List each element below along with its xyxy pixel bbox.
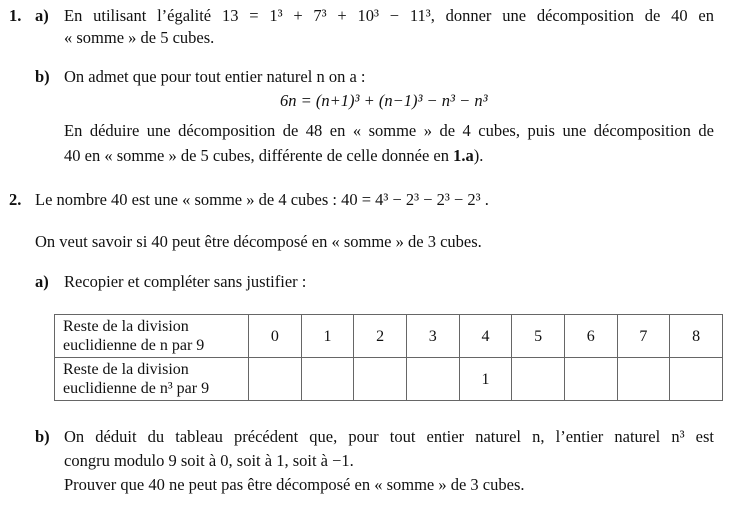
q2-intro xyxy=(35,190,489,210)
q1a-line1 xyxy=(64,6,714,26)
text: En utilisant l’égalité xyxy=(64,6,212,25)
row-header xyxy=(55,315,249,358)
q2a-text: Recopier et compléter sans justifier : xyxy=(64,272,307,291)
table-cell xyxy=(249,358,302,401)
reference: 1.a xyxy=(453,146,474,165)
q2-question: On veut savoir si 40 peut être décomposé en « somme » de 3 cubes. xyxy=(35,232,482,251)
text: 40 en « somme » de 5 cubes, différente de celle donnée en xyxy=(64,146,450,165)
table-cell xyxy=(617,358,670,401)
table-cell: 8 xyxy=(670,315,723,358)
text: , donner une décomposition de 40 en xyxy=(430,6,715,25)
formula: 40 = 4³ − 2³ − 2³ − 2³ . xyxy=(341,190,489,209)
row-header xyxy=(55,358,249,401)
question-number: 2. xyxy=(9,190,22,209)
text: euclidienne de n³ par 9 xyxy=(63,380,210,397)
remainder-table xyxy=(54,314,723,401)
text: Reste de la division xyxy=(63,318,189,335)
part-label: a) xyxy=(35,272,49,291)
table-row xyxy=(55,358,723,401)
text: ). xyxy=(473,146,484,165)
q2b-line3: Prouver que 40 ne peut pas être décomposé en « somme » de 3 cubes. xyxy=(64,475,525,494)
text: euclidienne de n par 9 xyxy=(63,337,205,354)
table-cell: 2 xyxy=(354,315,407,358)
q1b-intro: On admet que pour tout entier naturel n on a : xyxy=(64,67,366,86)
table-cell xyxy=(301,358,354,401)
formula: 13 = 1³ + 7³ + 10³ − 11³ xyxy=(221,6,431,25)
table-cell: 0 xyxy=(249,315,302,358)
table-cell: 1 xyxy=(301,315,354,358)
table-cell xyxy=(512,358,565,401)
table-cell xyxy=(354,358,407,401)
part-label: a) xyxy=(35,6,49,25)
table-row xyxy=(55,315,723,358)
q1b-line2 xyxy=(64,146,483,166)
table-cell xyxy=(670,358,723,401)
text: Reste de la division xyxy=(63,361,189,378)
part-label: b) xyxy=(35,67,50,86)
table-cell xyxy=(564,358,617,401)
part-label: b) xyxy=(35,427,50,446)
table-cell: 1 xyxy=(459,358,512,401)
q1a-line2: « somme » de 5 cubes. xyxy=(64,28,215,47)
table-cell: 5 xyxy=(512,315,565,358)
q1b-line1: En déduire une décomposition de 48 en « somme » de 4 cubes, puis une décomposition de xyxy=(64,121,714,140)
text: Le nombre 40 est une « somme » de 4 cubes : xyxy=(35,190,337,209)
table-cell: 7 xyxy=(617,315,670,358)
q1b-formula: 6n = (n+1)³ + (n−1)³ − n³ − n³ xyxy=(280,91,488,110)
question-number: 1. xyxy=(9,6,22,25)
table-cell: 4 xyxy=(459,315,512,358)
table-cell xyxy=(406,358,459,401)
table-cell: 6 xyxy=(564,315,617,358)
q2b-line2: congru modulo 9 soit à 0, soit à 1, soit à −1. xyxy=(64,451,354,470)
q2b-line1: On déduit du tableau précédent que, pour tout entier naturel n, l’entier naturel n³ est xyxy=(64,427,714,446)
table-cell: 3 xyxy=(406,315,459,358)
